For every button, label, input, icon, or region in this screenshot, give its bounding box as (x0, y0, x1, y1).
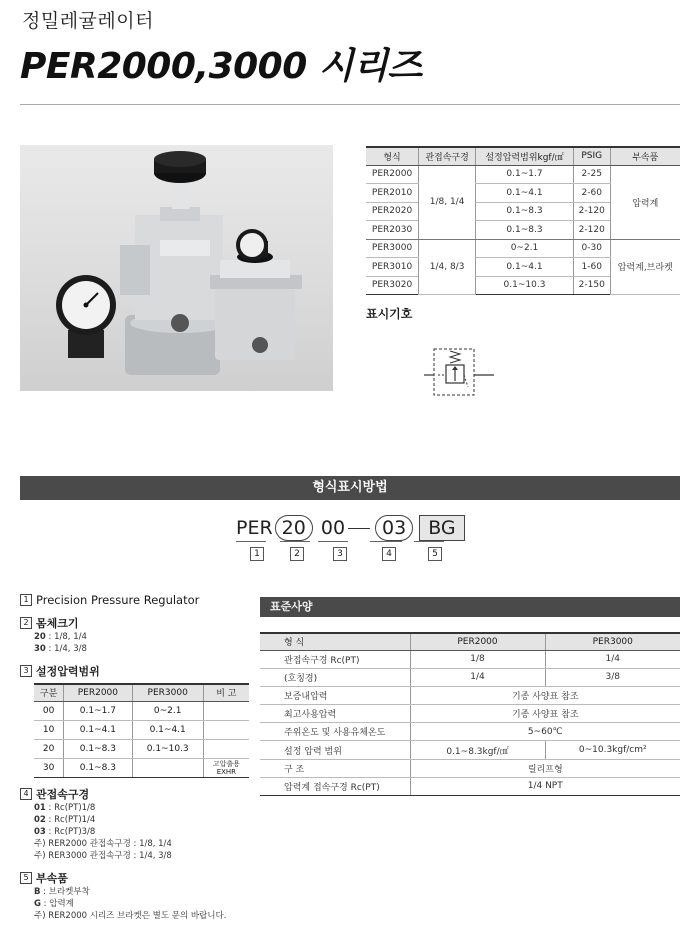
col-model: 형식 (366, 147, 419, 165)
col-accessory: 부속품 (610, 147, 680, 165)
col-per2000: PER2000 (64, 684, 132, 701)
cell-code: 20 (34, 739, 64, 758)
table-row (260, 741, 680, 759)
cell-psig: 2-150 (573, 276, 610, 295)
col-label: 형 식 (260, 633, 410, 650)
item-2 (20, 615, 250, 631)
standard-spec-header: 표준사양 (260, 597, 680, 617)
code-range: 00 (320, 517, 346, 539)
cell-label: 설정 압력 범위 (260, 741, 410, 759)
cell-per3000: 0.1~10.3 (132, 739, 203, 758)
model-code (236, 513, 465, 543)
product-photo (20, 145, 333, 391)
cell-port: 1/8, 1/4 (419, 165, 476, 239)
item-number: 4 (20, 788, 32, 800)
table-row (260, 723, 680, 741)
cell-port: 1/4, 8/3 (419, 239, 476, 295)
cell-label: 보증내압력 (260, 686, 410, 704)
list-item: G : 압력계 (34, 898, 74, 909)
cell-per2000: 1/4 (410, 668, 545, 686)
list-item: 03 : Rc(PT)3/8 (34, 826, 96, 837)
cell-per2000: 0.1~8.3 (64, 758, 132, 777)
cell-code: 10 (34, 720, 64, 739)
list-item: 02 : Rc(PT)1/4 (34, 814, 96, 825)
cell-range: 0.1~1.7 (476, 165, 574, 184)
table-row (366, 165, 680, 184)
cell-range: 0.1~4.1 (476, 258, 574, 277)
code-underline (370, 541, 402, 542)
code-underline (414, 541, 444, 542)
item-4-heading: 관접속구경 (36, 787, 90, 801)
code-index-3: 3 (333, 547, 347, 561)
code-dash (348, 528, 370, 529)
cell-code: 30 (34, 758, 64, 777)
cell-per3000: 0.1~4.1 (132, 720, 203, 739)
cell-note (203, 739, 249, 758)
cell-per2000: 0.1~8.3 (64, 739, 132, 758)
cell-per3000: 3/8 (545, 668, 680, 686)
item-3-heading: 설정압력범위 (36, 665, 100, 678)
cell-note: 고압출용 EXHR (203, 758, 249, 777)
table-row (260, 668, 680, 686)
model-spec-table (366, 146, 680, 295)
item-number: 2 (20, 617, 32, 629)
cell-model: PER2000 (366, 165, 419, 184)
table-row (34, 758, 249, 777)
cell-range: 0.1~8.3 (476, 221, 574, 240)
table-row (34, 720, 249, 739)
cell-psig: 1-60 (573, 258, 610, 277)
cell-psig: 2-120 (573, 221, 610, 240)
cell-model: PER2030 (366, 221, 419, 240)
code-underline (318, 541, 348, 542)
cell-merged: 기종 사양표 참조 (410, 686, 680, 704)
code-index-2: 2 (290, 547, 304, 561)
code-accessory: BG (419, 515, 464, 541)
code-size: 20 (275, 515, 313, 541)
cell-merged: 1/4 NPT (410, 777, 680, 795)
cell-model: PER3020 (366, 276, 419, 295)
col-note: 비 고 (203, 684, 249, 701)
cell-per3000: 1/4 (545, 650, 680, 668)
regulator-symbol-icon (424, 345, 494, 400)
pressure-gauge-illustration (56, 275, 116, 358)
cell-label: 압력계 접속구경 Rc(PT) (260, 777, 410, 795)
cell-label: 관접속구경 Rc(PT) (260, 650, 410, 668)
cell-label: (호칭경) (260, 668, 410, 686)
title-divider (20, 104, 680, 105)
cell-per2000: 0.1~4.1 (64, 720, 132, 739)
page-title: PER2000,3000 시리즈 (20, 46, 422, 87)
cell-model: PER2020 (366, 202, 419, 221)
list-item: B : 브라켓부착 (34, 886, 90, 897)
page-subtitle: 정밀레귤레이터 (22, 10, 154, 32)
cell-accessory: 압력계 (610, 165, 680, 239)
cell-per2000: 0.1~1.7 (64, 701, 132, 720)
note-text: 주) RER2000 시리즈 브라켓은 별도 문의 바랍니다. (34, 910, 227, 921)
table-header-row (34, 684, 249, 701)
cell-range: 0.1~8.3 (476, 202, 574, 221)
table-row (260, 777, 680, 795)
table-row (34, 739, 249, 758)
table-row (260, 650, 680, 668)
cell-merged: 릴리프형 (410, 759, 680, 777)
item-1-text: Precision Pressure Regulator (36, 593, 200, 607)
cell-per2000: 1/8 (410, 650, 545, 668)
cell-merged: 기종 사양표 참조 (410, 705, 680, 723)
cell-model: PER3000 (366, 239, 419, 258)
cell-code: 00 (34, 701, 64, 720)
cell-merged: 5~60℃ (410, 723, 680, 741)
table-row (366, 239, 680, 258)
cell-psig: 2-120 (573, 202, 610, 221)
cell-per3000 (132, 758, 203, 777)
table-header-row (366, 147, 680, 165)
list-item: 01 : Rc(PT)1/8 (34, 802, 96, 813)
table-row (260, 705, 680, 723)
cell-model: PER2010 (366, 184, 419, 203)
code-port: 03 (375, 515, 413, 541)
regulator-small-illustration (210, 229, 302, 360)
cell-psig: 2-60 (573, 184, 610, 203)
cell-label: 주위온도 및 사용유체온도 (260, 723, 410, 741)
table-row (260, 686, 680, 704)
code-index-4: 4 (382, 547, 396, 561)
regulator-large-illustration (120, 151, 230, 375)
code-underline (236, 541, 266, 542)
ordering-section-header: 형식표시방법 (20, 476, 680, 500)
cell-per2000: 0.1~8.3kgf/㎠ (410, 741, 545, 759)
code-prefix: PER (236, 517, 273, 539)
code-underline (280, 541, 310, 542)
cell-psig: 0-30 (573, 239, 610, 258)
item-number: 5 (20, 872, 32, 884)
item-number: 1 (20, 594, 32, 606)
col-range: 설정압력범위kgf/㎠ (476, 147, 574, 165)
col-psig: PSIG (573, 147, 610, 165)
item-2-heading: 몸체크기 (36, 617, 79, 630)
list-item: 30 : 1/4, 3/8 (34, 644, 87, 654)
table-row (34, 701, 249, 720)
cell-range: 0.1~10.3 (476, 276, 574, 295)
cell-model: PER3010 (366, 258, 419, 277)
item-5 (20, 870, 250, 886)
col-code: 구분 (34, 684, 64, 701)
col-per2000: PER2000 (410, 633, 545, 650)
item-4 (20, 786, 250, 802)
list-item: 20 : 1/8, 1/4 (34, 632, 87, 642)
code-index-5: 5 (428, 547, 442, 561)
ordering-details (20, 593, 250, 922)
table-header-row (260, 633, 680, 650)
cell-range: 0.1~4.1 (476, 184, 574, 203)
standard-spec-table (260, 632, 680, 796)
table-row (260, 759, 680, 777)
col-port: 관접속구경 (419, 147, 476, 165)
cell-psig: 2-25 (573, 165, 610, 184)
symbol-label: 표시기호 (366, 307, 413, 321)
item-number: 3 (20, 665, 32, 677)
cell-per3000: 0~10.3kgf/cm² (545, 741, 680, 759)
item-1 (20, 593, 250, 607)
code-index-1: 1 (250, 547, 264, 561)
item-3 (20, 663, 250, 679)
col-per3000: PER3000 (545, 633, 680, 650)
col-per3000: PER3000 (132, 684, 203, 701)
note-text: 주) RER2000 관접속구경 : 1/8, 1/4 (34, 838, 172, 849)
cell-note (203, 720, 249, 739)
cell-range: 0~2.1 (476, 239, 574, 258)
cell-note (203, 701, 249, 720)
note-text: 주) RER3000 관접속구경 : 1/4, 3/8 (34, 850, 172, 861)
cell-accessory: 압력계,브라켓 (610, 239, 680, 295)
cell-label: 구 조 (260, 759, 410, 777)
pressure-range-table (34, 683, 249, 778)
cell-label: 최고사용압력 (260, 705, 410, 723)
item-5-heading: 부속품 (36, 871, 68, 885)
cell-per3000: 0~2.1 (132, 701, 203, 720)
